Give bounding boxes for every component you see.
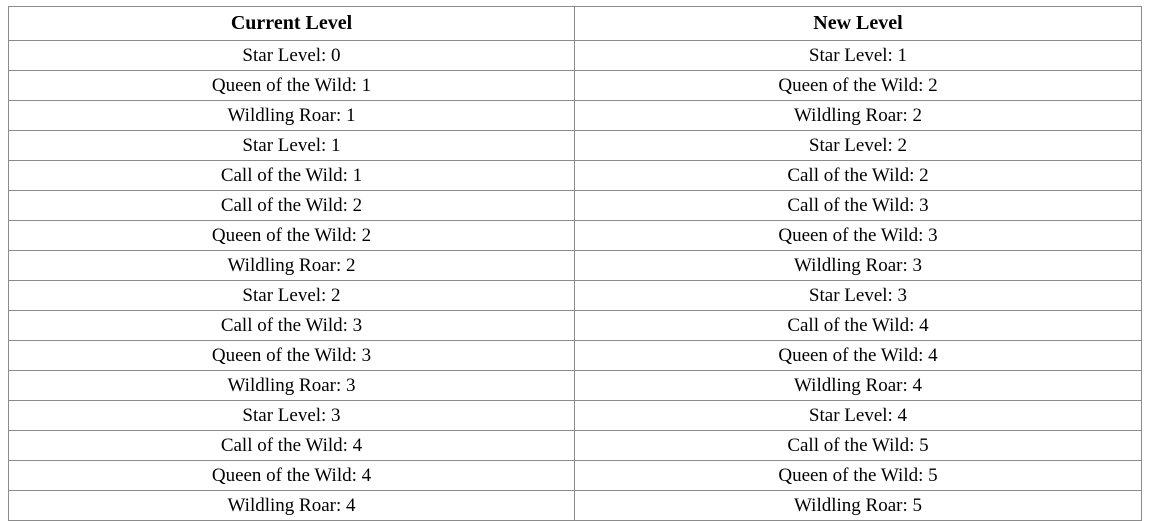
cell-current-level: Call of the Wild: 3 (9, 311, 575, 341)
cell-new-level: Star Level: 2 (575, 131, 1142, 161)
cell-current-level: Queen of the Wild: 4 (9, 461, 575, 491)
table-row (9, 461, 1142, 491)
cell-current-level: Call of the Wild: 1 (9, 161, 575, 191)
column-header-current-level: Current Level (9, 7, 575, 41)
table-row (9, 371, 1142, 401)
cell-current-level: Star Level: 2 (9, 281, 575, 311)
table-row (9, 71, 1142, 101)
cell-new-level: Call of the Wild: 3 (575, 191, 1142, 221)
cell-new-level: Star Level: 1 (575, 41, 1142, 71)
cell-current-level: Wildling Roar: 1 (9, 101, 575, 131)
cell-new-level: Wildling Roar: 5 (575, 491, 1142, 521)
cell-current-level: Queen of the Wild: 2 (9, 221, 575, 251)
table-row (9, 221, 1142, 251)
table-body (9, 41, 1142, 521)
table-row (9, 101, 1142, 131)
table-row (9, 311, 1142, 341)
cell-new-level: Call of the Wild: 2 (575, 161, 1142, 191)
cell-new-level: Wildling Roar: 2 (575, 101, 1142, 131)
cell-new-level: Call of the Wild: 4 (575, 311, 1142, 341)
cell-current-level: Call of the Wild: 2 (9, 191, 575, 221)
cell-current-level: Star Level: 0 (9, 41, 575, 71)
cell-current-level: Star Level: 3 (9, 401, 575, 431)
cell-new-level: Star Level: 3 (575, 281, 1142, 311)
cell-new-level: Queen of the Wild: 5 (575, 461, 1142, 491)
table-row (9, 431, 1142, 461)
cell-current-level: Wildling Roar: 4 (9, 491, 575, 521)
cell-new-level: Queen of the Wild: 4 (575, 341, 1142, 371)
cell-current-level: Queen of the Wild: 1 (9, 71, 575, 101)
table-row (9, 191, 1142, 221)
table-head (9, 7, 1142, 41)
cell-current-level: Call of the Wild: 4 (9, 431, 575, 461)
cell-current-level: Star Level: 1 (9, 131, 575, 161)
table-row (9, 161, 1142, 191)
table-row (9, 251, 1142, 281)
table-row (9, 341, 1142, 371)
column-header-new-level: New Level (575, 7, 1142, 41)
cell-new-level: Star Level: 4 (575, 401, 1142, 431)
table-row (9, 491, 1142, 521)
table-row (9, 131, 1142, 161)
table-header-row (9, 7, 1142, 41)
table-row (9, 401, 1142, 431)
table-row (9, 281, 1142, 311)
table-row (9, 41, 1142, 71)
cell-new-level: Wildling Roar: 3 (575, 251, 1142, 281)
cell-current-level: Queen of the Wild: 3 (9, 341, 575, 371)
cell-new-level: Queen of the Wild: 3 (575, 221, 1142, 251)
cell-current-level: Wildling Roar: 3 (9, 371, 575, 401)
cell-new-level: Call of the Wild: 5 (575, 431, 1142, 461)
cell-new-level: Wildling Roar: 4 (575, 371, 1142, 401)
cell-new-level: Queen of the Wild: 2 (575, 71, 1142, 101)
level-progression-table (8, 6, 1142, 521)
cell-current-level: Wildling Roar: 2 (9, 251, 575, 281)
